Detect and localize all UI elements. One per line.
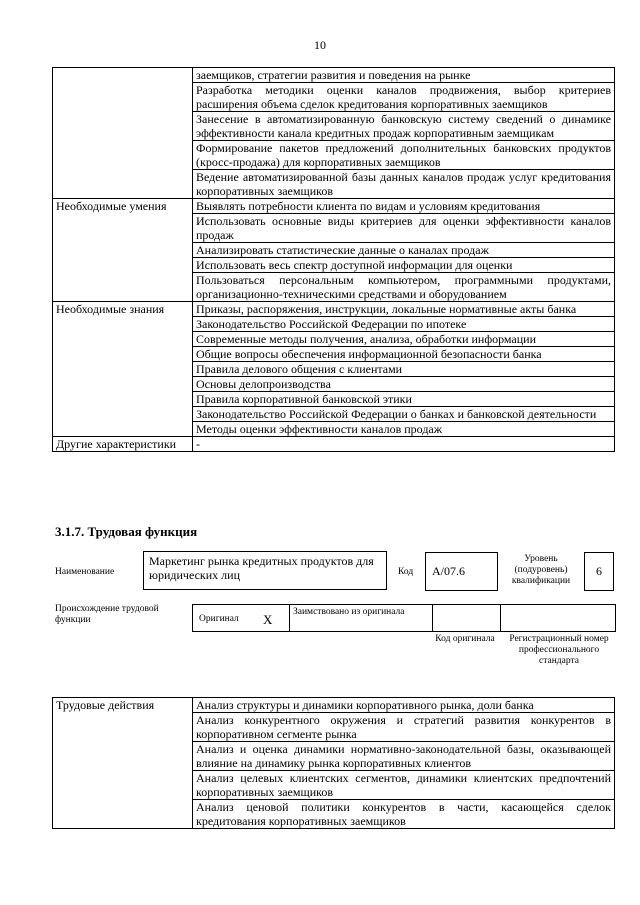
table-cell: Использовать весь спектр доступной информации для оценки [193,258,615,273]
table-cell: Занесение в автоматизированную банковскую систему сведений о динамике эффективности канала кредитных продаж корпоративным заемщикам [193,112,615,141]
code-value: A/07.6 [425,552,498,591]
table-cell: Формирование пакетов предложений дополнительных банковских продуктов (кросс-продажа) для корпоративных заемщиков [193,141,615,170]
competency-table [52,67,615,452]
divider [500,605,501,631]
code-label: Код [398,567,414,577]
table-row [53,302,615,317]
table-cell: Правила корпоративной банковской этики [193,392,615,407]
original-label: Оригинал [199,614,239,624]
table-cell: Законодательство Российской Федерации о банках и банковской деятельности [193,407,615,422]
borrowed-label: Заимствовано из оригинала [293,607,405,617]
table-cell: Правила делового общения с клиентами [193,362,615,377]
table-cell: Общие вопросы обеспечения информационной безопасности банка [193,347,615,362]
code-original-caption: Код оригинала [435,634,495,644]
actions-label: Трудовые действия [53,698,193,829]
page-number: 10 [314,38,326,52]
table-cell: Пользоваться персональным компьютером, программными продуктами, организационно-техническими средствами и оборудованием [193,273,615,302]
table-row [53,199,615,214]
table-cell: Методы оценки эффективности каналов продаж [193,422,615,437]
level-value: 6 [584,552,614,591]
table-cell: Ведение автоматизированной базы данных каналов продаж услуг кредитования корпоративных заемщиков [193,170,615,199]
table-cell: Анализ и оценка динамики нормативно-законодательной базы, оказывающей влияние на динамику рынка корпоративных клиентов [193,742,615,771]
table-cell: Приказы, распоряжения, инструкции, локальные нормативные акты банка [193,302,615,317]
table-cell: Современные методы получения, анализа, обработки информации [193,332,615,347]
table-cell: Анализ конкурентного окружения и стратегий развития конкурентов в корпоративном сегменте рынка [193,713,615,742]
table-row [53,437,615,452]
section-title: 3.1.7. Трудовая функция [55,524,198,539]
table-row [53,68,615,83]
reg-number-caption: Регистрационный номер профессионального стандарта [509,634,609,666]
origin-row [192,604,616,632]
table-cell: Использовать основные виды критериев для оценки эффективности каналов продаж [193,214,615,243]
name-label: Наименование [55,567,115,577]
table-cell: Выявлять потребности клиента по видам и условиям кредитования [193,199,615,214]
table-cell: Основы делопроизводства [193,377,615,392]
labor-actions-table [52,697,615,829]
table-cell: - [193,437,615,452]
table-row [53,698,615,713]
table-cell: Разработка методики оценки каналов продвижения, выбор критериев расширения объема сделок кредитования корпоративных заемщиков [193,83,615,112]
table-cell: заемщиков, стратегии развития и поведения на рынке [193,68,615,83]
empty-label-cell [53,68,193,199]
divider [289,605,290,631]
divider [432,605,433,631]
table-cell: Анализ ценовой политики конкурентов в части, касающейся сделок кредитования корпоративных заемщиков [193,800,615,829]
knowledge-label: Необходимые знания [53,302,193,437]
table-cell: Анализ целевых клиентских сегментов, динамики клиентских предпочтений корпоративных заемщиков [193,771,615,800]
level-label: Уровень (подуровень) квалификации [511,554,571,586]
table-cell: Анализировать статистические данные о каналах продаж [193,243,615,258]
other-label: Другие характеристики [53,437,193,452]
skills-label: Необходимые умения [53,199,193,302]
table-cell: Законодательство Российской Федерации по ипотеке [193,317,615,332]
origin-label: Происхождение трудовой функции [55,604,159,625]
original-mark: X [263,612,273,627]
name-value: Маркетинг рынка кредитных продуктов для юридических лиц [143,551,387,590]
table-cell: Анализ структуры и динамики корпоративного рынка, доли банка [193,698,615,713]
